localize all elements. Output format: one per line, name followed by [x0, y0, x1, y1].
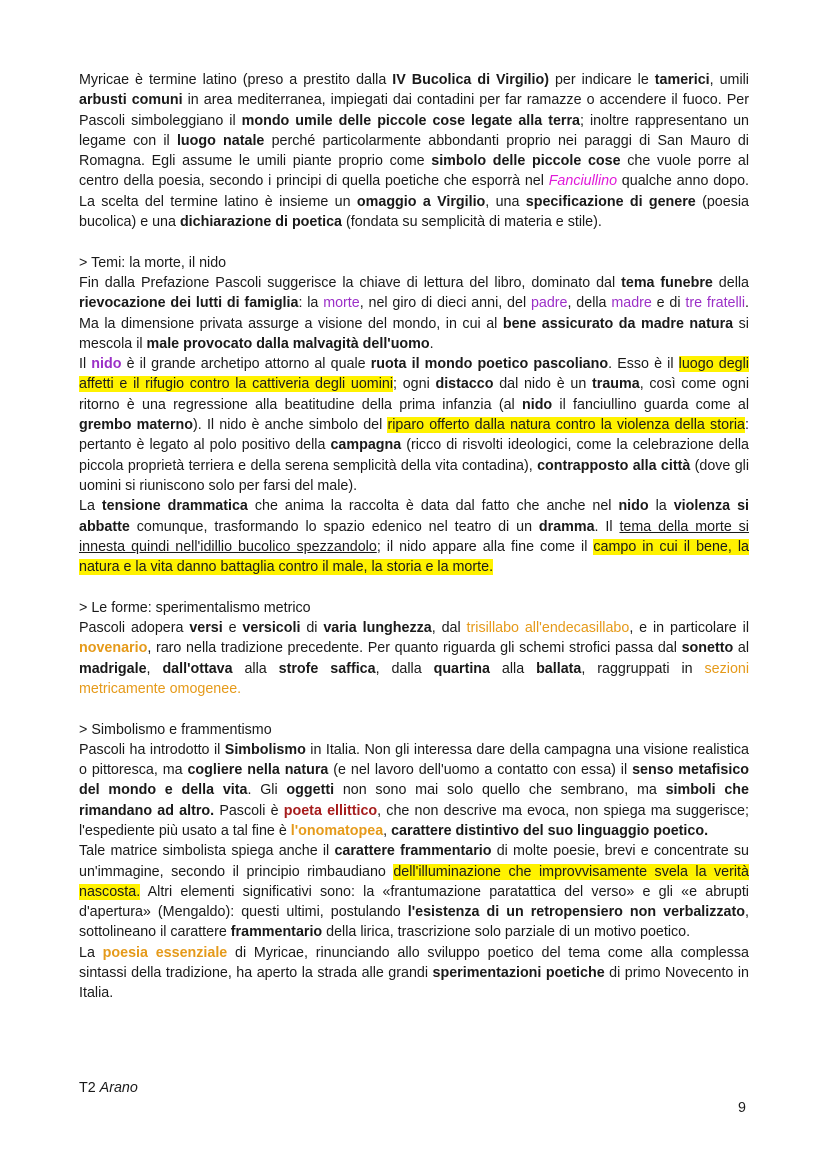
orange-text: trisillabo all'endecasillabo: [466, 620, 630, 637]
underlined-text: tema della morte si innesta quindi nell'idillio bucolico spezzandolo: [79, 518, 749, 555]
text-run: qualche anno dopo. La scelta del termine latino è insieme un: [79, 173, 749, 210]
purple-text: tre fratelli: [685, 295, 746, 312]
fanciullino-title: Fanciullino: [548, 173, 618, 190]
text-run: di primo Novecento in Italia.: [79, 965, 749, 1002]
simbolismo-paragraph: [79, 740, 749, 841]
orange-text: sezioni metricamente omogenee.: [79, 660, 750, 697]
text-run: ; inoltre rappresentano un legame con il: [79, 112, 750, 149]
text-run: , raro nella tradizione precedente. Per quanto riguarda gli schemi strofici passa dal: [147, 640, 682, 657]
text-run: , e in particolare il: [629, 620, 749, 637]
text-run: , dalla: [375, 660, 434, 677]
bold-text: tamerici: [654, 72, 710, 88]
bold-text: omaggio a Virgilio: [356, 193, 486, 210]
text-run: (ricco di risvolti ideologici, come la celebrazione della piccola proprietà terriera e della serena semplicità della vita contadina),: [79, 437, 750, 474]
bold-text: cogliere nella natura: [187, 762, 329, 779]
text-run: , della: [567, 295, 612, 312]
orange-bold-text: novenario: [79, 640, 148, 657]
page-body: [79, 70, 749, 1004]
text-run: di Myricae, rinunciando allo sviluppo poetico del tema come alla complessa sintassi della tradizione, ha aperto la strada alle grandi: [79, 944, 749, 982]
bold-text: Simbolismo: [224, 741, 306, 758]
text-run: , nel giro di dieci anni, del: [359, 295, 531, 312]
bold-text: dall'ottava: [162, 660, 233, 677]
text-run: , umili: [709, 72, 749, 88]
bold-text: luogo natale: [176, 132, 265, 149]
text-run: (fondata su semplicità di materia e stile).: [342, 214, 602, 231]
text-run: dal nido è un: [493, 376, 592, 393]
text-run: . Esso è il: [608, 356, 679, 373]
next-text-title: [79, 1080, 138, 1096]
bold-text: carattere frammentario: [334, 843, 492, 860]
bold-text: tema funebre: [621, 274, 713, 291]
bold-text: varia lunghezza: [323, 620, 432, 637]
text-run: alla: [232, 660, 279, 677]
intro-paragraph: [79, 70, 749, 232]
bold-text: bene assicurato da madre natura: [502, 315, 734, 332]
bold-text: dramma: [538, 518, 595, 535]
text-run: che vuole porre al centro della poesia, secondo i principi di quella poetiche che esporrà nel: [79, 153, 750, 190]
text-run: è il grande archetipo attorno al quale: [121, 356, 371, 373]
temi-paragraph-tensione: [79, 496, 749, 577]
purple-text: madre: [611, 295, 652, 312]
bold-text: violenza si abbatte: [79, 498, 749, 535]
bold-text: contrapposto alla città: [537, 457, 691, 474]
nido-keyword: nido: [91, 356, 122, 373]
bold-text: campagna: [330, 437, 402, 454]
text-run: , una: [485, 193, 526, 210]
text-run: la: [648, 498, 674, 515]
frammentismo-paragraph: [79, 841, 749, 942]
text-run: al: [733, 640, 749, 657]
bold-text: oggetti: [286, 782, 335, 799]
text-run: Pascoli adopera: [79, 620, 190, 637]
bold-text: quartina: [433, 660, 490, 677]
text-run: . Il: [594, 518, 620, 535]
text-run: non sono mai solo quello che sembrano, ma: [334, 782, 666, 799]
text-run: La: [79, 944, 103, 961]
text-run: ; il nido appare alla fine come il: [376, 538, 594, 555]
text-run: Pascoli ha introdotto il: [79, 741, 225, 758]
section-heading-temi: > Temi: la morte, il nido: [79, 254, 227, 271]
text-run: e di: [651, 295, 686, 312]
bold-text: nido: [618, 498, 649, 515]
orange-bold-text: poesia essenziale: [102, 944, 228, 961]
text-run: e: [222, 620, 243, 637]
section-heading-forme: > Le forme: sperimentalismo metrico: [79, 599, 311, 616]
text-run: La: [79, 498, 102, 515]
text-run: Fin dalla Prefazione Pascoli suggerisce la chiave di lettura del libro, dominato dal: [79, 274, 622, 291]
bold-text: mondo umile delle piccole cose legate alla terra: [241, 112, 580, 129]
text-run: , che non descrive ma evoca, non spiega ma suggerisce; l'espediente più usato a tal fine è: [79, 802, 749, 839]
bold-text: versicoli: [242, 620, 301, 637]
text-run: , così come ogni ritorno è una regressione alla beatitudine della prima infanzia (al: [79, 376, 750, 413]
bold-text: nido: [521, 396, 553, 413]
text-run: in Italia. Non gli interessa dare della campagna una visione realistica o pittoresca, ma: [79, 741, 749, 779]
highlighted-text: campo in cui il bene, la natura e la vita danno battaglia contro il male, la storia e la morte.: [79, 538, 749, 576]
highlighted-text: riparo offerto dalla natura contro la violenza della storia: [387, 417, 746, 434]
text-run: Pascoli è: [214, 802, 284, 819]
text-run: di: [300, 620, 324, 637]
bold-text: rievocazione dei lutti di famiglia: [79, 295, 299, 312]
text-run: ,: [146, 660, 163, 677]
bold-text: simboli che rimandano ad altro.: [79, 782, 749, 819]
text-run: alla: [490, 660, 537, 677]
text-run: ; ogni: [393, 376, 436, 393]
text-run: che anima la raccolta è data dal fatto che anche nel: [247, 498, 619, 515]
text-run: perché particolarmente abbondanti proprio nei paraggi di San Mauro di Romagna. Egli assume le umili piante proprio come: [79, 132, 749, 170]
bold-text: grembo materno: [79, 417, 194, 434]
bold-text: distacco: [435, 376, 494, 393]
text-run: Altri elementi significativi sono: la «frantumazione paratattica del verso» e gli «e abrupti d'apertura» (Mengaldo): questi ultimi, postulando: [79, 883, 749, 921]
text-run: , sottolineano il carattere: [79, 904, 749, 941]
text-run: si mescola il: [79, 315, 749, 352]
bold-text: madrigale: [79, 660, 147, 677]
bold-text: sonetto: [681, 640, 734, 657]
text-run: (e nel lavoro dell'uomo a contatto con essa) il: [328, 762, 633, 779]
text-run: per indicare le: [549, 72, 655, 88]
text-run: di molte poesie, brevi e concentrate su un'immagine, secondo il principio rimbaudiano: [79, 843, 749, 880]
bold-text: carattere distintivo del suo linguaggio poetico.: [391, 822, 709, 839]
bold-text: specificazione di genere: [525, 193, 696, 210]
text-run: il fanciullino guarda come al: [552, 396, 749, 413]
highlighted-text: dell'illuminazione che improvvisamente svela la verità nascosta.: [79, 863, 749, 900]
text-run: , raggruppati in: [581, 660, 705, 677]
bold-text: ballata: [536, 660, 582, 677]
purple-text: morte: [323, 295, 360, 312]
bold-text: dichiarazione di poetica: [179, 214, 343, 231]
text-run: Myricae è termine latino (preso a prestito dalla: [79, 72, 393, 88]
purple-text: padre: [530, 295, 568, 312]
bold-text: l'esistenza di un retropensiero non verbalizzato: [407, 904, 745, 921]
bold-text: senso metafisico del mondo e della vita: [79, 762, 749, 799]
page-number: 9: [738, 1100, 746, 1116]
text-run: . Ma la dimensione privata assurge a visione del mondo, in cui al: [79, 295, 750, 332]
text-run: ,: [383, 822, 392, 839]
text-run: della: [712, 274, 750, 291]
temi-paragraph-funebre: [79, 273, 749, 354]
bold-text: trauma: [592, 376, 640, 393]
poem-title: Arano: [99, 1080, 138, 1096]
bold-text: IV Bucolica di Virgilio): [392, 72, 549, 88]
text-run: della lirica, trascrizione solo parziale di un motivo poetico.: [322, 924, 691, 941]
bold-text: versi: [189, 620, 223, 637]
text-run: : pertanto è legato al polo positivo della: [79, 417, 749, 454]
bold-text: sperimentazioni poetiche: [432, 965, 605, 982]
temi-paragraph-nido: [79, 354, 749, 496]
bold-text: tensione drammatica: [101, 498, 248, 515]
bold-text: frammentario: [230, 924, 323, 941]
text-code: T2: [79, 1080, 100, 1096]
text-run: ). Il nido è anche simbolo del: [193, 417, 388, 434]
text-run: .: [429, 335, 434, 352]
text-run: : la: [298, 295, 324, 312]
bold-text: arbusti comuni: [79, 92, 183, 109]
bold-text: ruota il mondo poetico pascoliano: [370, 356, 609, 373]
section-heading-simbolismo: > Simbolismo e frammentismo: [79, 721, 272, 738]
bold-text: male provocato dalla malvagità dell'uomo: [146, 335, 430, 352]
text-run: Il: [79, 356, 92, 373]
red-bold-text: poeta ellittico: [283, 802, 378, 819]
text-run: Tale matrice simbolista spiega anche il: [79, 843, 335, 860]
bold-text: strofe saffica: [278, 660, 376, 677]
text-run: , dal: [431, 620, 467, 637]
bold-text: simbolo delle piccole cose: [431, 153, 621, 170]
highlighted-text: luogo degli affetti e il rifugio contro la cattiveria degli uomini: [79, 356, 749, 393]
text-run: . Gli: [247, 782, 287, 799]
orange-bold-text: l'onomatopea: [290, 822, 384, 839]
text-run: comunque, trasformando lo spazio edenico nel teatro di un: [129, 518, 539, 535]
poesia-essenziale-paragraph: [79, 943, 749, 1004]
text-run: (dove gli uomini si riuniscono solo per farsi del male).: [79, 457, 750, 494]
forme-paragraph: [79, 618, 749, 699]
text-run: (poesia bucolica) e una: [79, 193, 749, 231]
text-run: in area mediterranea, impiegati dai contadini per far ramazze o accendere il fuoco. Per Pascoli simboleggiano il: [79, 92, 749, 129]
